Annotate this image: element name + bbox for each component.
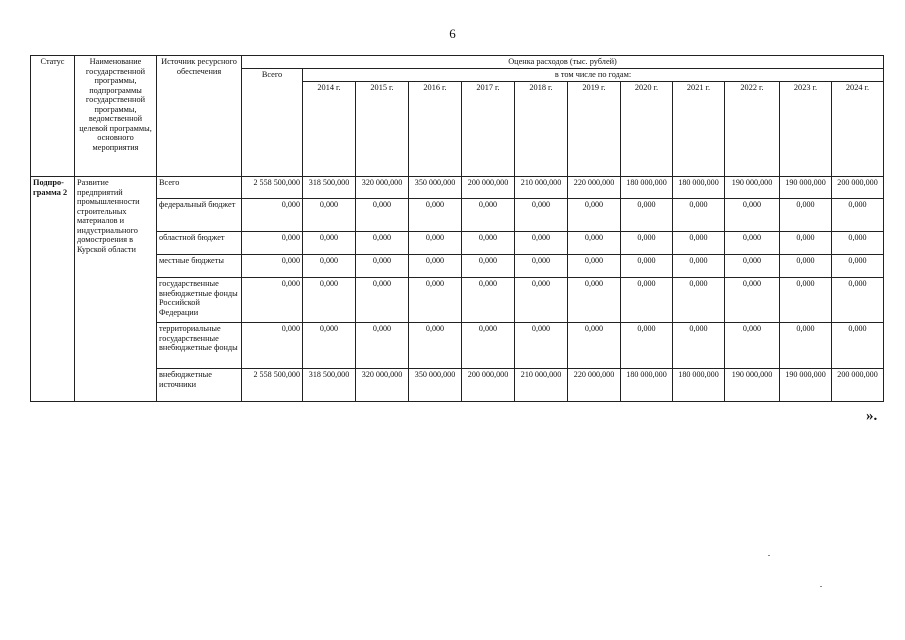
scan-speck [820, 586, 822, 587]
header-by-years: в том числе по годам: [303, 69, 884, 82]
year-value-cell: 0,000 [356, 323, 409, 369]
budget-table [30, 55, 884, 402]
year-value-cell: 180 000,000 [673, 369, 725, 402]
year-value-cell: 0,000 [409, 323, 462, 369]
source-cell: государственные внебюджетные фонды Российской Федерации [157, 278, 242, 323]
total-cell: 0,000 [242, 199, 303, 232]
year-value-cell: 210 000,000 [515, 369, 568, 402]
header-year: 2024 г. [832, 82, 884, 177]
year-value-cell: 0,000 [832, 199, 884, 232]
year-value-cell: 0,000 [568, 199, 621, 232]
table-row [31, 232, 884, 255]
total-cell: 2 558 500,000 [242, 369, 303, 402]
year-value-cell: 0,000 [673, 278, 725, 323]
header-year: 2017 г. [462, 82, 515, 177]
year-value-cell: 0,000 [673, 255, 725, 278]
year-value-cell: 0,000 [356, 199, 409, 232]
header-source: Источник ресурсного обеспечения [157, 56, 242, 177]
year-value-cell: 0,000 [780, 323, 832, 369]
header-year: 2021 г. [673, 82, 725, 177]
scan-speck [768, 555, 770, 556]
year-value-cell: 0,000 [409, 278, 462, 323]
year-value-cell: 190 000,000 [725, 369, 780, 402]
year-value-cell: 0,000 [832, 255, 884, 278]
header-total: Всего [242, 69, 303, 177]
header-year: 2014 г. [303, 82, 356, 177]
year-value-cell: 0,000 [409, 255, 462, 278]
table-row [31, 369, 884, 402]
source-cell: территориальные государственные внебюджетные фонды [157, 323, 242, 369]
total-cell: 0,000 [242, 255, 303, 278]
year-value-cell: 0,000 [462, 255, 515, 278]
year-value-cell: 0,000 [568, 323, 621, 369]
header-year: 2016 г. [409, 82, 462, 177]
year-value-cell: 0,000 [462, 278, 515, 323]
year-value-cell: 0,000 [462, 199, 515, 232]
table-row [31, 177, 884, 199]
header-year: 2023 г. [780, 82, 832, 177]
year-value-cell: 0,000 [303, 278, 356, 323]
year-value-cell: 190 000,000 [725, 177, 780, 199]
year-value-cell: 180 000,000 [621, 369, 673, 402]
table-row [31, 323, 884, 369]
year-value-cell: 0,000 [725, 323, 780, 369]
header-estimate: Оценка расходов (тыс. рублей) [242, 56, 884, 69]
header-name: Наименование государственной программы, подпрограммы государственной программы, ведомственной целевой программы, основного мероприятия [75, 56, 157, 177]
source-cell: областной бюджет [157, 232, 242, 255]
year-value-cell: 0,000 [621, 323, 673, 369]
subprogram-name: Развитие предприятий промышленности строительных материалов и индустриального домостроения в Курской области [75, 177, 157, 402]
total-cell: 0,000 [242, 232, 303, 255]
year-value-cell: 350 000,000 [409, 177, 462, 199]
year-value-cell: 200 000,000 [832, 369, 884, 402]
year-value-cell: 0,000 [515, 199, 568, 232]
year-value-cell: 320 000,000 [356, 177, 409, 199]
header-row-1 [31, 56, 884, 69]
year-value-cell: 0,000 [725, 199, 780, 232]
source-cell: федеральный бюджет [157, 199, 242, 232]
source-cell: внебюджетные источники [157, 369, 242, 402]
table-row [31, 278, 884, 323]
year-value-cell: 0,000 [621, 199, 673, 232]
year-value-cell: 200 000,000 [462, 177, 515, 199]
source-cell: местные бюджеты [157, 255, 242, 278]
year-value-cell: 0,000 [780, 278, 832, 323]
year-value-cell: 318 500,000 [303, 177, 356, 199]
year-value-cell: 0,000 [621, 232, 673, 255]
year-value-cell: 0,000 [832, 232, 884, 255]
year-value-cell: 0,000 [303, 323, 356, 369]
year-value-cell: 0,000 [409, 232, 462, 255]
year-value-cell: 190 000,000 [780, 177, 832, 199]
year-value-cell: 0,000 [462, 232, 515, 255]
year-value-cell: 0,000 [832, 323, 884, 369]
year-value-cell: 190 000,000 [780, 369, 832, 402]
year-value-cell: 0,000 [303, 199, 356, 232]
year-value-cell: 0,000 [515, 278, 568, 323]
table-row [31, 255, 884, 278]
year-value-cell: 0,000 [780, 199, 832, 232]
year-value-cell: 0,000 [515, 255, 568, 278]
closing-mark: ». [866, 408, 878, 424]
year-value-cell: 0,000 [621, 278, 673, 323]
year-value-cell: 0,000 [409, 199, 462, 232]
total-cell: 2 558 500,000 [242, 177, 303, 199]
year-value-cell: 0,000 [673, 199, 725, 232]
year-value-cell: 0,000 [515, 232, 568, 255]
year-value-cell: 180 000,000 [621, 177, 673, 199]
year-value-cell: 180 000,000 [673, 177, 725, 199]
header-year: 2022 г. [725, 82, 780, 177]
year-value-cell: 0,000 [303, 232, 356, 255]
header-year: 2018 г. [515, 82, 568, 177]
year-value-cell: 0,000 [356, 278, 409, 323]
year-value-cell: 0,000 [780, 255, 832, 278]
year-value-cell: 0,000 [303, 255, 356, 278]
header-year: 2020 г. [621, 82, 673, 177]
total-cell: 0,000 [242, 278, 303, 323]
year-value-cell: 220 000,000 [568, 369, 621, 402]
header-status: Статус [31, 56, 75, 177]
year-value-cell: 0,000 [356, 255, 409, 278]
year-value-cell: 0,000 [568, 278, 621, 323]
year-value-cell: 0,000 [462, 323, 515, 369]
year-value-cell: 200 000,000 [832, 177, 884, 199]
year-value-cell: 0,000 [725, 232, 780, 255]
header-year: 2019 г. [568, 82, 621, 177]
year-value-cell: 0,000 [515, 323, 568, 369]
year-value-cell: 0,000 [832, 278, 884, 323]
table-row [31, 199, 884, 232]
subprogram-status: Подпро-грамма 2 [31, 177, 75, 402]
year-value-cell: 350 000,000 [409, 369, 462, 402]
year-value-cell: 220 000,000 [568, 177, 621, 199]
year-value-cell: 0,000 [568, 232, 621, 255]
source-cell: Всего [157, 177, 242, 199]
year-value-cell: 320 000,000 [356, 369, 409, 402]
year-value-cell: 200 000,000 [462, 369, 515, 402]
year-value-cell: 0,000 [673, 323, 725, 369]
year-value-cell: 0,000 [356, 232, 409, 255]
year-value-cell: 210 000,000 [515, 177, 568, 199]
year-value-cell: 0,000 [568, 255, 621, 278]
year-value-cell: 0,000 [780, 232, 832, 255]
year-value-cell: 318 500,000 [303, 369, 356, 402]
year-value-cell: 0,000 [673, 232, 725, 255]
year-value-cell: 0,000 [621, 255, 673, 278]
page-number: 6 [449, 26, 456, 41]
year-value-cell: 0,000 [725, 255, 780, 278]
header-year: 2015 г. [356, 82, 409, 177]
total-cell: 0,000 [242, 323, 303, 369]
year-value-cell: 0,000 [725, 278, 780, 323]
